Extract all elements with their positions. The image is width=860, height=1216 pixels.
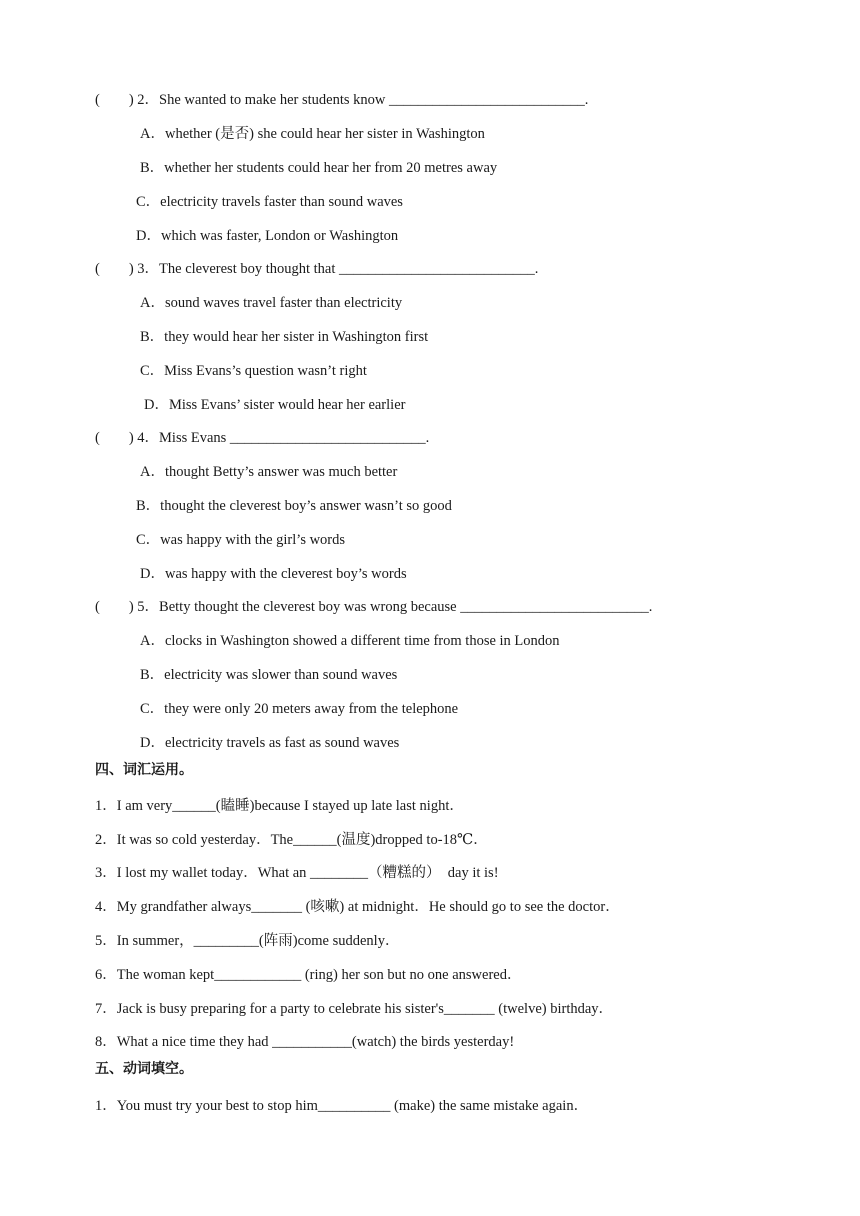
question-2-option-a: A．whether (是否) she could hear her sister in Washington xyxy=(140,126,485,142)
question-2-stem: ( ) 2．She wanted to make her students know ___________________________. xyxy=(95,92,589,108)
vocab-item-3: 3．I lost my wallet today．What an ________（糟糕的） day it is! xyxy=(95,865,499,881)
question-2-option-b: B．whether her students could hear her from 20 metres away xyxy=(140,160,498,176)
question-3-option-c: C．Miss Evans’s question wasn’t right xyxy=(140,363,367,379)
question-5-option-c: C．they were only 20 meters away from the telephone xyxy=(140,701,459,717)
question-5-option-a: A．clocks in Washington showed a different time from those in London xyxy=(140,633,560,649)
question-4-option-c: C．was happy with the girl’s words xyxy=(136,532,346,548)
vocab-item-5: 5．In summer，_________(阵雨)come suddenly． xyxy=(95,933,400,949)
question-4-option-d: D．was happy with the cleverest boy’s words xyxy=(140,566,407,582)
question-4-option-b: B．thought the cleverest boy’s answer wasn’t so good xyxy=(136,498,452,514)
vocab-item-7: 7．Jack is busy preparing for a party to celebrate his sister's_______ (twelve) birthday． xyxy=(95,1001,614,1017)
vocab-item-1: 1．I am very______(瞌睡)because I stayed up late last night． xyxy=(95,798,464,814)
section-5-heading: 五、动词填空。 xyxy=(95,1061,193,1077)
question-5-stem: ( ) 5．Betty thought the cleverest boy was wrong because __________________________. xyxy=(95,599,653,615)
question-3-option-a: A．sound waves travel faster than electricity xyxy=(140,295,403,311)
vocab-item-2: 2．It was so cold yesterday．The______(温度)dropped to-18℃． xyxy=(95,832,488,848)
question-3-option-b: B．they would hear her sister in Washington first xyxy=(140,329,429,345)
question-4-option-a: A．thought Betty’s answer was much better xyxy=(140,464,398,480)
verb-item-1: 1．You must try your best to stop him__________ (make) the same mistake again． xyxy=(95,1098,589,1114)
vocab-item-8: 8．What a nice time they had ___________(watch) the birds yesterday! xyxy=(95,1034,515,1050)
question-2-option-c: C．electricity travels faster than sound waves xyxy=(136,194,403,210)
vocab-item-4: 4．My grandfather always_______ (咳嗽) at midnight．He should go to see the doctor． xyxy=(95,899,620,915)
question-2-option-d: D．which was faster, London or Washington xyxy=(136,228,399,244)
vocab-item-6: 6．The woman kept____________ (ring) her son but no one answered． xyxy=(95,967,522,983)
question-3-option-d: D．Miss Evans’ sister would hear her earlier xyxy=(144,397,406,413)
question-5-option-d: D．electricity travels as fast as sound waves xyxy=(140,735,400,751)
question-5-option-b: B．electricity was slower than sound waves xyxy=(140,667,398,683)
question-3-stem: ( ) 3．The cleverest boy thought that ___________________________. xyxy=(95,261,539,277)
section-4-heading: 四、词汇运用。 xyxy=(95,762,193,778)
question-4-stem: ( ) 4．Miss Evans ___________________________. xyxy=(95,430,430,446)
